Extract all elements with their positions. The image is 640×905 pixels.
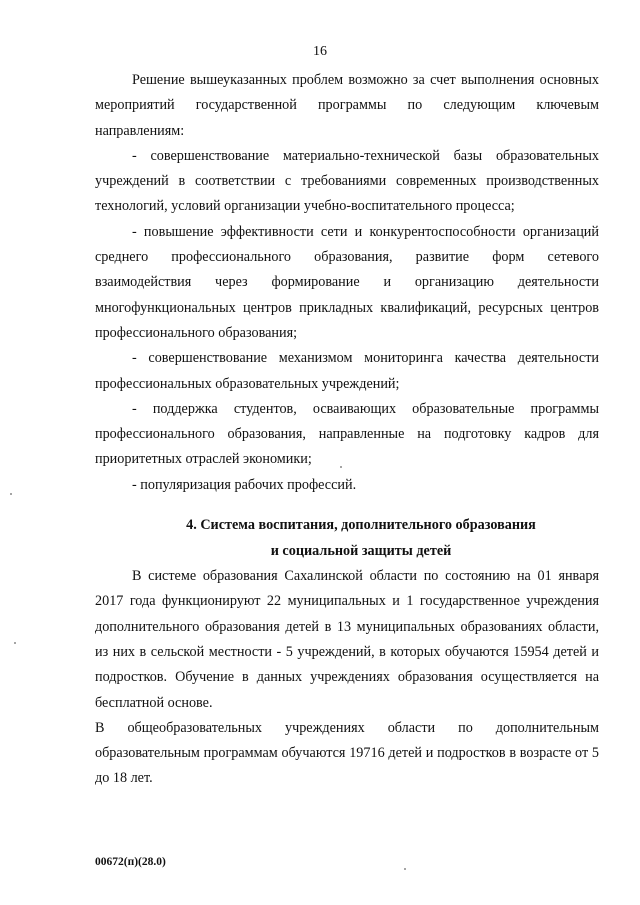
bullet-item: - поддержка студентов, осваивающих образовательные программы профессионального образования, направленные на подготовку кадров для приоритетных отраслей экономики; [95, 400, 599, 468]
bullet-item: - совершенствование механизмом мониторинга качества деятельности профессиональных образовательных учреждений; [95, 350, 599, 392]
scan-speck [10, 493, 12, 495]
scan-speck [340, 466, 342, 468]
section-paragraph: В системе образования Сахалинской области по состоянию на 01 января 2017 года функционируют 22 муниципальных и 1 государственное учреждения дополнительного образования детей в 13 муниципальных образованиях области, из них в сельской местности - 5 учреждений, в которых обучаются 15954 детей и подростков. Обучение в данных учреждениях образования осуществляется на бесплатной основе. [95, 568, 599, 711]
document-footer-code: 00672(п)(28.0) [95, 856, 166, 868]
scan-speck [14, 642, 16, 644]
bullet-item: - повышение эффективности сети и конкурентоспособности организаций среднего профессионального образования, развитие форм сетевого взаимодействия через формирование и организацию деятельности многофункциональных центров прикладных квалификаций, ресурсных центров профессионального образования; [95, 223, 599, 341]
section-heading-line-1: 4. Система воспитания, дополнительного образования [186, 517, 536, 534]
page-number: 16 [313, 44, 327, 59]
section-paragraph: В общеобразовательных учреждениях области по дополнительным образовательным программам обучаются 19716 детей и подростков в возрасте от 5 до 18 лет. [95, 719, 599, 787]
intro-paragraph: Решение вышеуказанных проблем возможно за счет выполнения основных мероприятий государственной программы по следующим ключевым направлениям: [95, 72, 599, 139]
scan-speck [404, 868, 406, 870]
section-heading-line-2: и социальной защиты детей [270, 543, 452, 560]
document-body [95, 68, 599, 792]
bullet-item: - совершенствование материально-технической базы образовательных учреждений в соответствии с требованиями современных производственных технологий, условий организации учебно-воспитательного процесса; [95, 147, 599, 215]
bullet-item: - популяризация рабочих профессий. [132, 476, 357, 493]
section-heading [95, 512, 599, 564]
